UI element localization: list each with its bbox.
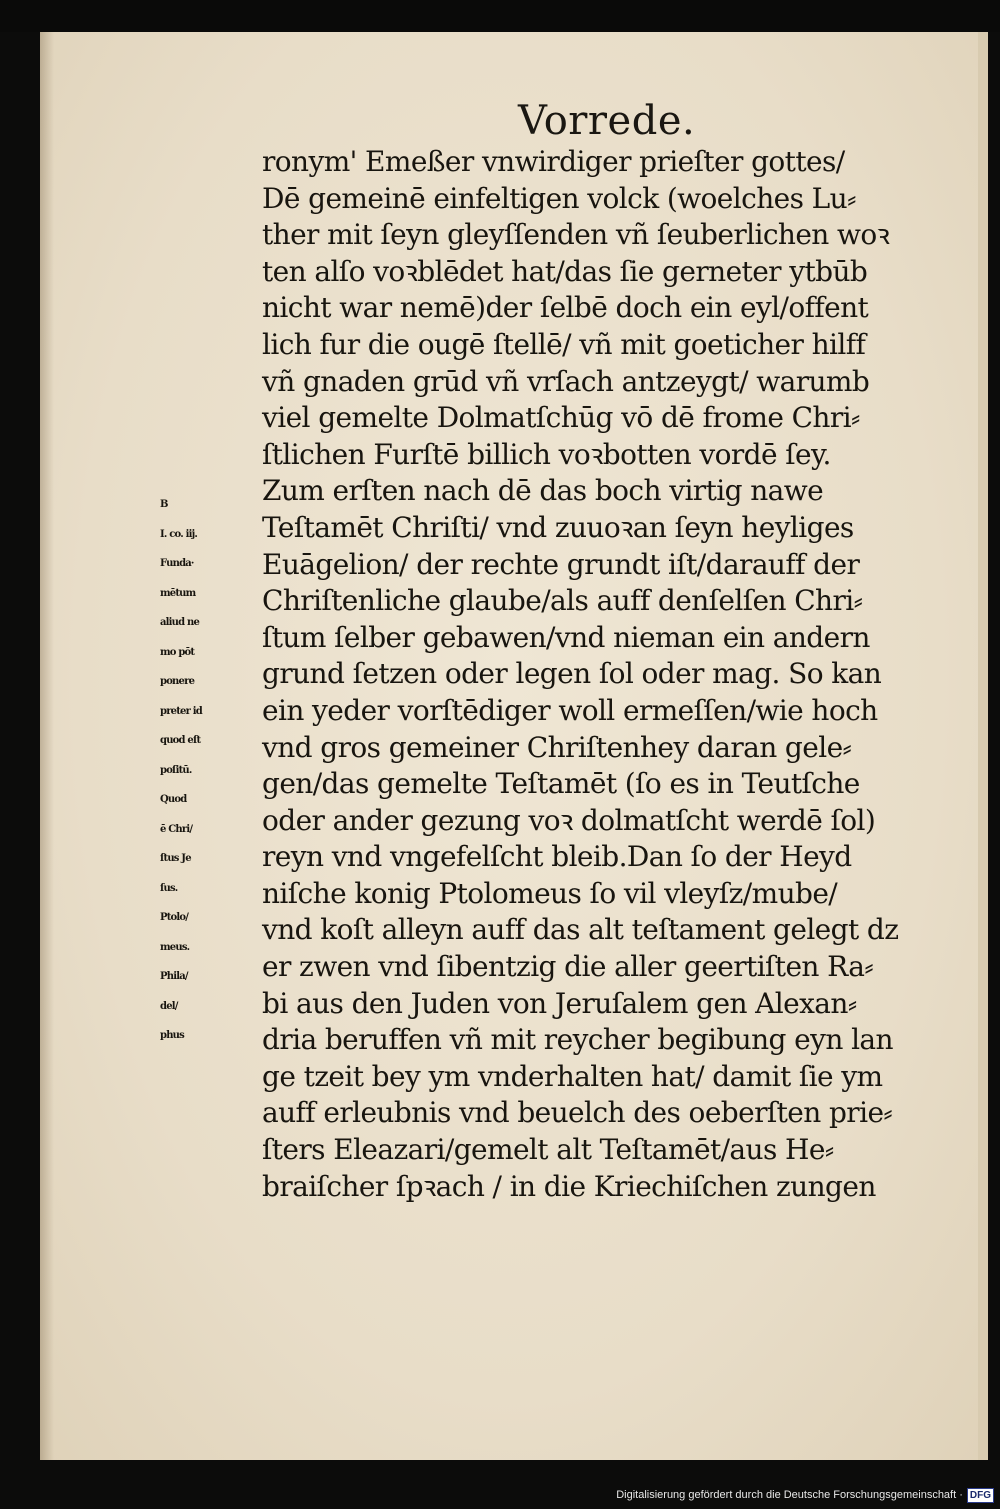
text-line: Chriſtenliche glaube/als auff denſelſen Chri⸗ (262, 584, 863, 618)
margin-note-line: aliud ne (160, 617, 200, 628)
text-line: ge tzeit bey ym vnderhalten hat/ damit ſie ym (262, 1059, 883, 1093)
margin-note-line: ponere (160, 676, 195, 687)
text-line: Euāgelion/ der rechte grundt iſt/darauff der (262, 547, 860, 581)
margin-note-line: B (160, 499, 168, 510)
text-line: Zum erſten nach dē das boch virtig nawe (262, 474, 824, 508)
margin-note-line: preter id (160, 705, 202, 717)
text-line: ronym' Emeßer vnwirdiger prieſter gottes/ (262, 145, 845, 178)
margin-note-line: ſtus Je (160, 853, 191, 864)
text-line: bi aus den Juden von Jeruſalem gen Alexan⸗ (262, 986, 857, 1020)
margin-note-line: phus (160, 1030, 184, 1041)
margin-note-line: quod eſt (160, 735, 201, 746)
scan-background-top (0, 0, 1000, 32)
margin-note-line: mētum (160, 587, 196, 599)
text-line: ther mit ſeyn gleyſſenden vñ ſeuberlichen woꝛ (262, 218, 890, 252)
text-line: niſche konig Ptolomeus ſo vil vleyſz/mube/ (262, 876, 838, 910)
margin-note-line: Ptolo/ (160, 912, 189, 923)
margin-note-line: ē Chri/ (160, 823, 193, 835)
text-line: Teſtamēt Chriſti/ vnd zuuoꝛan ſeyn heyliges (262, 510, 854, 544)
text-line: vnd koſt alleyn auff das alt teſtament gelegt dz (262, 913, 899, 947)
margin-note-line: meus. (160, 941, 190, 953)
digitization-footer (616, 1485, 994, 1505)
page-heading: Vorrede. (518, 98, 696, 144)
footer-credit-text: Digitalisierung gefördert durch die Deutsche Forschungsgemeinschaft · (616, 1489, 963, 1501)
text-line: viel gemelte Dolmatſchūg vō dē frome Chri⸗ (262, 401, 860, 435)
margin-note-line: del/ (160, 1000, 178, 1012)
text-line: ſtlichen Furſtē billich voꝛbotten vordē ſey. (262, 437, 831, 471)
text-line: ſtum ſelber gebawen/vnd nieman ein andern (262, 620, 870, 654)
margin-note-line: Funda· (160, 558, 194, 569)
margin-note-line: I. co. iij. (160, 528, 198, 540)
text-line: braiſcher ſpꝛach / in die Kriechiſchen zungen (262, 1169, 876, 1203)
text-line: lich fur die ougē ſtellē/ vñ mit goeticher hilff (262, 327, 866, 361)
margin-note-line: Quod (160, 794, 187, 805)
margin-note-line: poſitū. (160, 764, 192, 776)
text-line: vñ gnaden grūd vñ vrſach antzeygt/ warumb (262, 364, 870, 398)
margin-note-line: Phila/ (160, 971, 188, 982)
text-line: nicht war nemē)der ſelbē doch ein eyl/offent (262, 291, 869, 325)
text-line: oder ander gezung voꝛ dolmatſcht werdē ſol) (262, 803, 876, 837)
text-line: er zwen vnd ſibentzig die aller geertiſten Ra⸗ (262, 950, 874, 984)
marginal-notes (160, 490, 290, 1051)
text-line: auff erleubnis vnd beuelch des oeberſten prie⸗ (262, 1096, 893, 1130)
text-line: gen/das gemelte Teſtamēt (ſo es in Teutſche (262, 767, 860, 801)
text-line: dria beruffen vñ mit reycher begibung eyn lan (262, 1023, 893, 1057)
text-line: vnd gros gemeiner Chriſtenhey daran gele⸗ (262, 730, 852, 764)
text-line: ein yeder vorſtēdiger woll ermeſſen/wie hoch (262, 693, 878, 727)
text-line: ten alſo voꝛblēdet hat/das ſie gerneter ytbūb (262, 254, 868, 288)
margin-note-line: mo pōt (160, 646, 195, 658)
dfg-logo: DFG (967, 1488, 994, 1503)
text-line: grund ſetzen oder legen ſol oder mag. So kan (262, 657, 882, 691)
text-line: ſters Eleazari/gemelt alt Teſtamēt/aus He⸗ (262, 1133, 834, 1167)
page-gutter-shadow (40, 32, 54, 1460)
main-text-column (262, 144, 952, 1205)
text-line: Dē gemeinē einfeltigen volck (woelches Lu⸗ (262, 181, 856, 215)
margin-note-line: ſus. (160, 882, 178, 894)
text-line: reyn vnd vngefelſcht bleib.Dan ſo der Heyd (262, 840, 852, 874)
